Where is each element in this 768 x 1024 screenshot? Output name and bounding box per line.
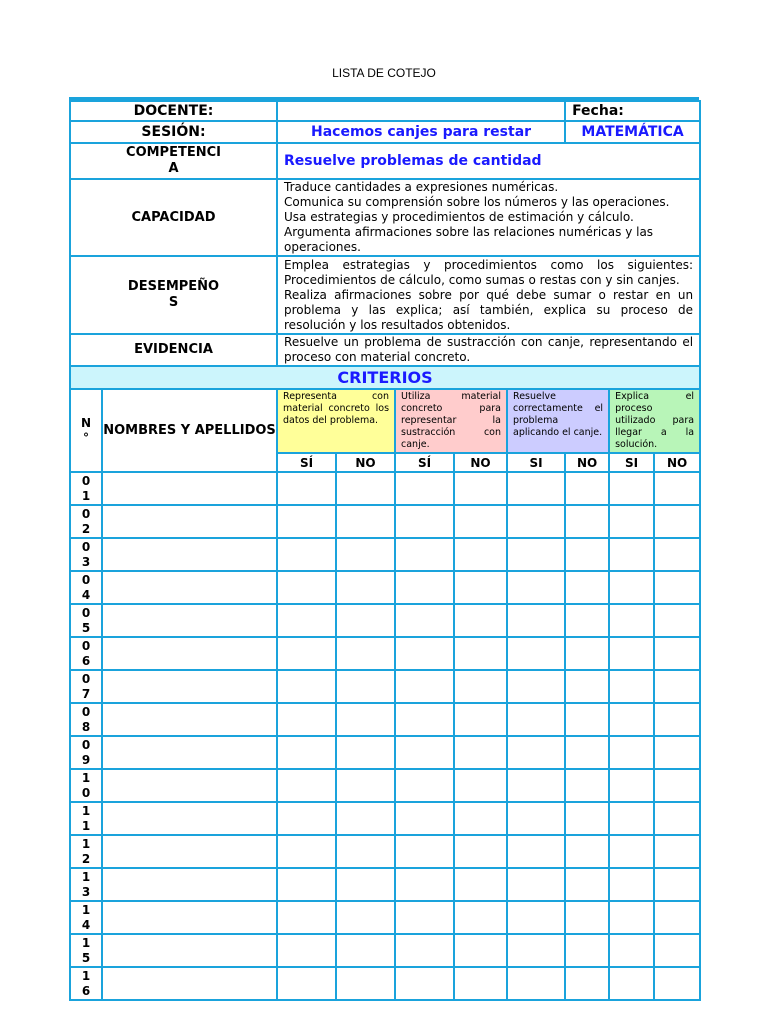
criterion-2-no-cell[interactable] [454, 967, 507, 1000]
criterion-1-si-cell[interactable] [277, 868, 336, 901]
criterion-4: Explica el proceso utilizado para llegar a la solución. [609, 389, 700, 453]
criterion-2-no-cell[interactable] [454, 604, 507, 637]
criterion-1-si-cell[interactable] [277, 934, 336, 967]
desempeno-item: Realiza afirmaciones sobre por qué debe sumar o restar en un problema y las explica; así también, explica su proceso de resolución y los resultados obtenidos. [284, 287, 694, 332]
row-number-digit: 8 [81, 719, 91, 734]
student-name-cell[interactable] [102, 604, 277, 637]
criterion-2-no-cell[interactable] [454, 571, 507, 604]
row-number [70, 538, 102, 571]
evidencia-value: Resuelve un problema de sustracción con canje, representando el proceso con material concreto. [277, 334, 700, 366]
criterion-1-no-cell[interactable] [336, 571, 395, 604]
criterion-2-no-cell[interactable] [454, 835, 507, 868]
criterion-3-si-cell[interactable] [507, 472, 565, 505]
criterion-4-si-cell[interactable] [609, 769, 654, 802]
criterion-2-no-cell[interactable] [454, 538, 507, 571]
row-number-digit: 0 [81, 737, 91, 752]
criterion-1-si-cell[interactable] [277, 967, 336, 1000]
criterion-1-si-cell[interactable] [277, 604, 336, 637]
criterion-4-si-cell[interactable] [609, 802, 654, 835]
criterion-1-no-cell[interactable] [336, 868, 395, 901]
docente-field[interactable] [277, 101, 565, 121]
desempenos-list [277, 256, 700, 334]
student-name-cell[interactable] [102, 670, 277, 703]
criterion-1-no-cell[interactable] [336, 703, 395, 736]
criterion-2-si-cell[interactable] [395, 505, 454, 538]
criterion-3-no-cell[interactable] [565, 802, 609, 835]
criterion-4-no-cell[interactable] [654, 934, 700, 967]
criterion-2-no-cell[interactable] [454, 901, 507, 934]
row-number [70, 604, 102, 637]
student-name-cell[interactable] [102, 868, 277, 901]
criterion-1: Representa con material concreto los datos del problema. [277, 389, 395, 453]
criterion-2-si-cell[interactable] [395, 538, 454, 571]
criterion-4-no-cell[interactable] [654, 835, 700, 868]
row-number [70, 670, 102, 703]
criterion-1-no-cell[interactable] [336, 769, 395, 802]
criterion-2-no-cell[interactable] [454, 637, 507, 670]
criterion-3-si-header: SI [507, 453, 565, 472]
criterion-3-si-cell[interactable] [507, 637, 565, 670]
criterion-4-no-cell[interactable] [654, 901, 700, 934]
criterion-4-si-cell[interactable] [609, 538, 654, 571]
criterion-2-si-cell[interactable] [395, 703, 454, 736]
criterios-title: CRITERIOS [70, 366, 700, 389]
criterion-1-si-cell[interactable] [277, 472, 336, 505]
criterion-3-si-cell[interactable] [507, 736, 565, 769]
table-row [70, 604, 700, 637]
num-header-line-1: N [80, 415, 92, 430]
row-number-digit: 0 [81, 539, 91, 554]
student-name-cell[interactable] [102, 538, 277, 571]
criterion-1-no-cell[interactable] [336, 736, 395, 769]
criterion-3-si-cell[interactable] [507, 901, 565, 934]
criterion-3-no-cell[interactable] [565, 736, 609, 769]
row-number [70, 835, 102, 868]
criterion-3: Resuelve correctamente el problema aplicando el canje. [507, 389, 609, 453]
competencia-value: Resuelve problemas de cantidad [277, 143, 700, 179]
criterion-2-no-cell[interactable] [454, 934, 507, 967]
criterion-3-no-cell[interactable] [565, 472, 609, 505]
student-name-cell[interactable] [102, 835, 277, 868]
criterion-2-no-cell[interactable] [454, 670, 507, 703]
num-header-line-2: ° [83, 430, 89, 445]
criterion-1-no-cell[interactable] [336, 637, 395, 670]
row-number [70, 703, 102, 736]
document-title: LISTA DE COTEJO [332, 66, 436, 80]
row-number-digit: 1 [81, 770, 91, 785]
criterion-3-si-cell[interactable] [507, 769, 565, 802]
criterion-2: Utiliza material concreto para representar la sustracción con canje. [395, 389, 507, 453]
criterion-3-si-cell[interactable] [507, 868, 565, 901]
row-number-digit: 0 [81, 473, 91, 488]
criterion-3-no-cell[interactable] [565, 934, 609, 967]
row-number-digit: 3 [81, 884, 91, 899]
criterion-3-si-cell[interactable] [507, 703, 565, 736]
criterion-3-no-cell[interactable] [565, 868, 609, 901]
criterion-3-si-cell[interactable] [507, 835, 565, 868]
criterion-3-si-cell[interactable] [507, 802, 565, 835]
student-name-cell[interactable] [102, 769, 277, 802]
checklist-sheet [69, 97, 699, 998]
names-header: NOMBRES Y APELLIDOS [102, 389, 277, 472]
competencia-label-line-2: A [168, 161, 179, 176]
criterion-4-si-cell[interactable] [609, 736, 654, 769]
row-number [70, 934, 102, 967]
capacidad-item: Comunica su comprensión sobre los números y las operaciones. [284, 195, 670, 209]
row-number [70, 505, 102, 538]
criterion-1-si-cell[interactable] [277, 637, 336, 670]
row-number-digit: 0 [81, 704, 91, 719]
criterion-1-si-cell[interactable] [277, 901, 336, 934]
criterion-4-no-header: NO [654, 453, 700, 472]
row-number-digit: 0 [81, 785, 91, 800]
criterion-4-no-cell[interactable] [654, 967, 700, 1000]
criterion-1-si-cell[interactable] [277, 505, 336, 538]
criterion-1-si-cell[interactable] [277, 736, 336, 769]
criterion-4-si-cell[interactable] [609, 637, 654, 670]
row-number-digit: 0 [81, 638, 91, 653]
capacidad-item: Traduce cantidades a expresiones numéricas. [284, 180, 559, 194]
student-name-cell[interactable] [102, 637, 277, 670]
criterion-1-no-header: NO [336, 453, 395, 472]
table-row [70, 934, 700, 967]
criterion-1-si-cell[interactable] [277, 802, 336, 835]
row-number-digit: 2 [81, 521, 91, 536]
table-row [70, 472, 700, 505]
criterion-2-no-cell[interactable] [454, 736, 507, 769]
criterion-2-si-cell[interactable] [395, 637, 454, 670]
student-name-cell[interactable] [102, 736, 277, 769]
row-number-digit: 4 [81, 587, 91, 602]
row-number-digit: 3 [81, 554, 91, 569]
criterion-2-no-cell[interactable] [454, 472, 507, 505]
row-number [70, 736, 102, 769]
criterion-2-si-cell[interactable] [395, 901, 454, 934]
row-number-digit: 6 [81, 983, 91, 998]
table-row [70, 868, 700, 901]
table-row [70, 637, 700, 670]
table-row [70, 703, 700, 736]
criterion-1-si-cell[interactable] [277, 538, 336, 571]
table-row [70, 571, 700, 604]
criterion-4-si-cell[interactable] [609, 571, 654, 604]
criterion-2-no-cell[interactable] [454, 703, 507, 736]
student-name-cell[interactable] [102, 703, 277, 736]
criterion-2-si-cell[interactable] [395, 769, 454, 802]
criterion-4-si-cell[interactable] [609, 934, 654, 967]
criterion-2-si-cell[interactable] [395, 670, 454, 703]
criterion-4-no-cell[interactable] [654, 637, 700, 670]
capacidad-label: CAPACIDAD [70, 179, 277, 256]
criterion-3-no-cell[interactable] [565, 571, 609, 604]
criterion-2-no-cell[interactable] [454, 868, 507, 901]
desempenos-label [70, 256, 277, 334]
student-name-cell[interactable] [102, 505, 277, 538]
row-number [70, 802, 102, 835]
criterion-1-no-cell[interactable] [336, 505, 395, 538]
checklist-table [69, 100, 701, 1001]
criterion-4-si-cell[interactable] [609, 505, 654, 538]
criterion-4-si-cell[interactable] [609, 967, 654, 1000]
criterion-1-si-cell[interactable] [277, 835, 336, 868]
row-number [70, 769, 102, 802]
sesion-value: Hacemos canjes para restar [277, 121, 565, 143]
criterion-3-no-cell[interactable] [565, 967, 609, 1000]
criterion-4-si-header: SI [609, 453, 654, 472]
row-number-digit: 1 [81, 968, 91, 983]
desempeno-item: Emplea estrategias y procedimientos como los siguientes: Procedimientos de cálculo, como sumas o restas con y sin canjes. [284, 257, 694, 287]
criterion-2-si-cell[interactable] [395, 802, 454, 835]
student-name-cell[interactable] [102, 901, 277, 934]
criterion-4-no-cell[interactable] [654, 472, 700, 505]
student-name-cell[interactable] [102, 472, 277, 505]
desempenos-label-line-1: DESEMPEÑO [127, 279, 220, 294]
criterion-2-si-cell[interactable] [395, 835, 454, 868]
criterion-2-si-cell[interactable] [395, 934, 454, 967]
evidencia-label: EVIDENCIA [70, 334, 277, 366]
table-row [70, 835, 700, 868]
table-row [70, 967, 700, 1000]
criterion-1-no-cell[interactable] [336, 835, 395, 868]
row-number-digit: 1 [81, 836, 91, 851]
criterion-4-no-cell[interactable] [654, 538, 700, 571]
criterion-3-si-cell[interactable] [507, 538, 565, 571]
docente-label: DOCENTE: [70, 101, 277, 121]
table-row [70, 505, 700, 538]
student-name-cell[interactable] [102, 934, 277, 967]
criterion-4-si-cell[interactable] [609, 901, 654, 934]
row-number-digit: 0 [81, 572, 91, 587]
criterion-1-si-header: SÍ [277, 453, 336, 472]
area-value: MATEMÁTICA [565, 121, 700, 143]
criterion-4-no-cell[interactable] [654, 736, 700, 769]
criterion-3-no-cell[interactable] [565, 901, 609, 934]
num-header [70, 389, 102, 472]
table-row [70, 769, 700, 802]
desempenos-label-line-2: S [168, 295, 179, 310]
criterion-3-si-cell[interactable] [507, 505, 565, 538]
criterion-1-no-cell[interactable] [336, 604, 395, 637]
row-number [70, 901, 102, 934]
fecha-label: Fecha: [565, 101, 700, 121]
row-number-digit: 0 [81, 506, 91, 521]
criterion-3-no-cell[interactable] [565, 637, 609, 670]
sesion-label: SESIÓN: [70, 121, 277, 143]
criterion-3-si-cell[interactable] [507, 934, 565, 967]
criterion-4-no-cell[interactable] [654, 604, 700, 637]
criterion-3-si-cell[interactable] [507, 967, 565, 1000]
row-number-digit: 9 [81, 752, 91, 767]
criterion-2-no-cell[interactable] [454, 505, 507, 538]
row-number-digit: 1 [81, 803, 91, 818]
row-number-digit: 1 [81, 818, 91, 833]
criterion-2-no-cell[interactable] [454, 769, 507, 802]
student-name-cell[interactable] [102, 571, 277, 604]
table-row [70, 670, 700, 703]
criterion-4-no-cell[interactable] [654, 670, 700, 703]
criterion-4-no-cell[interactable] [654, 703, 700, 736]
row-number [70, 967, 102, 1000]
row-number-digit: 7 [81, 686, 91, 701]
row-number-digit: 2 [81, 851, 91, 866]
criterion-1-no-cell[interactable] [336, 967, 395, 1000]
criterion-3-no-cell[interactable] [565, 769, 609, 802]
row-number [70, 637, 102, 670]
capacidad-list [277, 179, 700, 256]
criterion-1-si-cell[interactable] [277, 670, 336, 703]
criterion-2-si-cell[interactable] [395, 868, 454, 901]
table-row [70, 538, 700, 571]
criterion-2-si-cell[interactable] [395, 736, 454, 769]
criterion-4-si-cell[interactable] [609, 604, 654, 637]
row-number-digit: 5 [81, 620, 91, 635]
criterion-2-no-cell[interactable] [454, 802, 507, 835]
row-number-digit: 1 [81, 902, 91, 917]
criterion-2-no-header: NO [454, 453, 507, 472]
row-number-digit: 0 [81, 605, 91, 620]
criterion-3-no-cell[interactable] [565, 538, 609, 571]
criterion-3-no-cell[interactable] [565, 835, 609, 868]
row-number-digit: 1 [81, 869, 91, 884]
criterion-3-no-cell[interactable] [565, 505, 609, 538]
competencia-label [70, 143, 277, 179]
criterion-1-si-cell[interactable] [277, 703, 336, 736]
criterion-4-no-cell[interactable] [654, 571, 700, 604]
row-number [70, 868, 102, 901]
row-number-digit: 1 [81, 935, 91, 950]
competencia-label-line-1: COMPETENCI [126, 145, 221, 160]
row-number-digit: 1 [81, 488, 91, 503]
criterion-1-no-cell[interactable] [336, 670, 395, 703]
criterion-2-si-cell[interactable] [395, 604, 454, 637]
row-number-digit: 5 [81, 950, 91, 965]
criterion-4-si-cell[interactable] [609, 835, 654, 868]
table-row [70, 802, 700, 835]
student-rows [70, 472, 700, 1000]
row-number [70, 472, 102, 505]
criterion-4-no-cell[interactable] [654, 769, 700, 802]
criterion-4-no-cell[interactable] [654, 802, 700, 835]
criterion-4-si-cell[interactable] [609, 472, 654, 505]
criterion-4-no-cell[interactable] [654, 868, 700, 901]
criterion-4-si-cell[interactable] [609, 868, 654, 901]
criterion-1-no-cell[interactable] [336, 934, 395, 967]
row-number-digit: 0 [81, 671, 91, 686]
criterion-3-no-cell[interactable] [565, 604, 609, 637]
criterion-4-si-cell[interactable] [609, 670, 654, 703]
criterion-1-no-cell[interactable] [336, 901, 395, 934]
criterion-3-no-cell[interactable] [565, 703, 609, 736]
criterion-2-si-header: SÍ [395, 453, 454, 472]
criterion-3-si-cell[interactable] [507, 571, 565, 604]
criterion-3-no-cell[interactable] [565, 670, 609, 703]
criterion-2-si-cell[interactable] [395, 967, 454, 1000]
row-number [70, 571, 102, 604]
criterion-1-si-cell[interactable] [277, 769, 336, 802]
table-row [70, 736, 700, 769]
criterion-2-si-cell[interactable] [395, 571, 454, 604]
criterion-4-si-cell[interactable] [609, 703, 654, 736]
criterion-1-no-cell[interactable] [336, 472, 395, 505]
table-row [70, 901, 700, 934]
criterion-1-no-cell[interactable] [336, 802, 395, 835]
criterion-3-si-cell[interactable] [507, 670, 565, 703]
capacidad-item: Usa estrategias y procedimientos de estimación y cálculo. [284, 210, 634, 224]
student-name-cell[interactable] [102, 802, 277, 835]
criterion-1-si-cell[interactable] [277, 571, 336, 604]
capacidad-item: Argumenta afirmaciones sobre las relaciones numéricas y las operaciones. [284, 225, 654, 254]
criterion-1-no-cell[interactable] [336, 538, 395, 571]
criterion-2-si-cell[interactable] [395, 472, 454, 505]
row-number-digit: 6 [81, 653, 91, 668]
row-number-digit: 4 [81, 917, 91, 932]
criterion-3-no-header: NO [565, 453, 609, 472]
student-name-cell[interactable] [102, 967, 277, 1000]
criterion-4-no-cell[interactable] [654, 505, 700, 538]
criterion-3-si-cell[interactable] [507, 604, 565, 637]
